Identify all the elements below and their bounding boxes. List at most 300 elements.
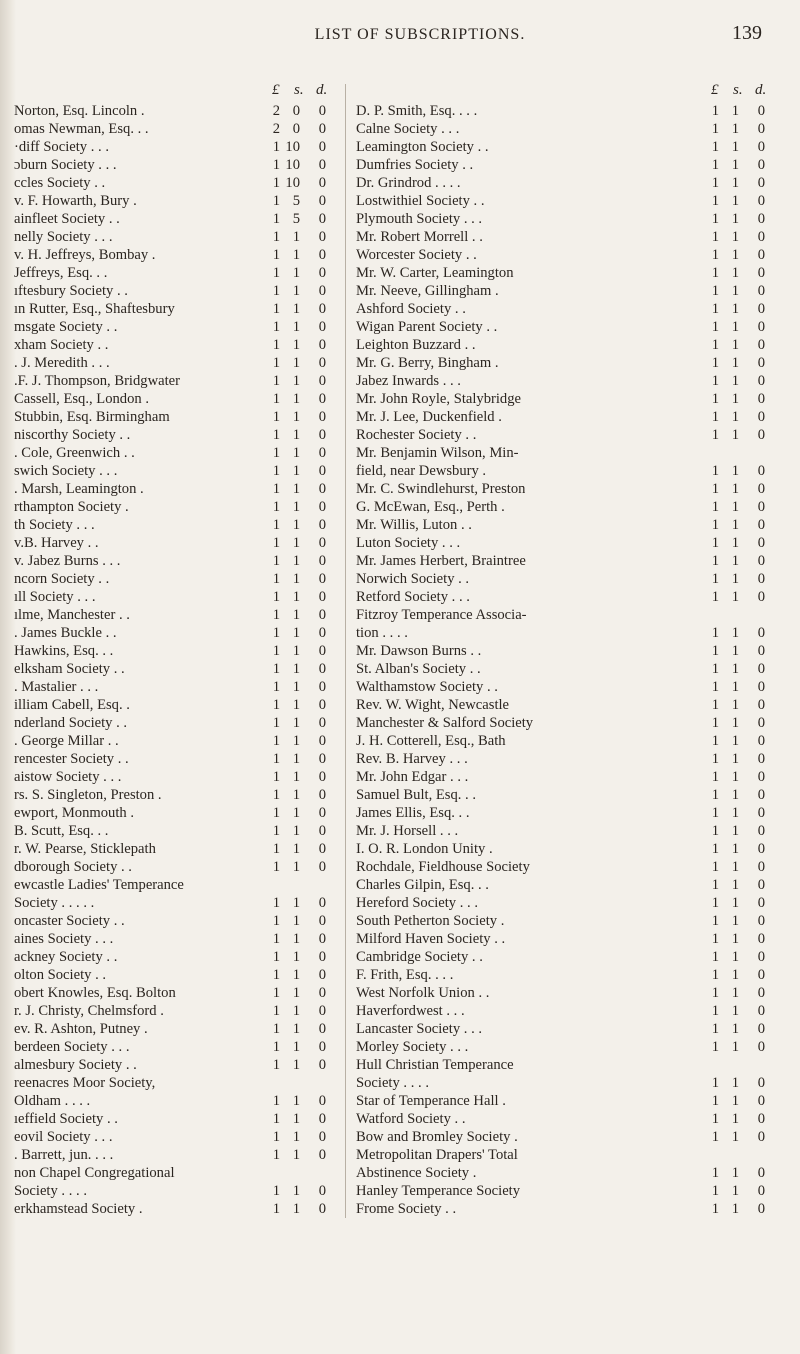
pounds-amount: 1 bbox=[272, 805, 280, 821]
subscriber-name: Hull Christian Temperance bbox=[356, 1057, 514, 1073]
subscriber-name: Worcester Society . . bbox=[356, 247, 477, 263]
subscription-entry bbox=[10, 822, 335, 840]
subscription-entry bbox=[346, 534, 771, 552]
pence-amount: 0 bbox=[757, 337, 765, 353]
subscription-entry bbox=[10, 498, 335, 516]
shillings-amount: 1 bbox=[292, 1183, 300, 1199]
pence-amount: 0 bbox=[757, 481, 765, 497]
subscription-entry bbox=[346, 1200, 771, 1218]
pounds-amount: 1 bbox=[272, 1111, 280, 1127]
pence-amount: 0 bbox=[757, 1165, 765, 1181]
subscription-entry bbox=[346, 966, 771, 984]
shillings-amount: 1 bbox=[731, 877, 739, 893]
subscriber-name: Mr. C. Swindlehurst, Preston bbox=[356, 481, 526, 497]
shillings-header: s. bbox=[294, 82, 304, 98]
pounds-amount: 1 bbox=[711, 1201, 719, 1217]
pounds-amount: 1 bbox=[711, 1075, 719, 1091]
shillings-amount: 1 bbox=[731, 211, 739, 227]
subscriber-name: ıftesbury Society . . bbox=[14, 283, 128, 299]
shillings-amount: 1 bbox=[731, 1201, 739, 1217]
pence-amount: 0 bbox=[757, 913, 765, 929]
subscriber-name: Mr. J. Horsell . . . bbox=[356, 823, 459, 839]
pence-amount: 0 bbox=[757, 1201, 765, 1217]
pence-amount: 0 bbox=[318, 733, 326, 749]
pence-amount: 0 bbox=[757, 193, 765, 209]
pounds-amount: 1 bbox=[272, 859, 280, 875]
pounds-amount: 1 bbox=[711, 157, 719, 173]
pence-amount: 0 bbox=[318, 1021, 326, 1037]
shillings-amount: 1 bbox=[731, 517, 739, 533]
subscriber-name: reenacres Moor Society, bbox=[14, 1075, 156, 1091]
pounds-amount: 1 bbox=[711, 103, 719, 119]
shillings-amount: 1 bbox=[731, 103, 739, 119]
pounds-amount: 1 bbox=[272, 823, 280, 839]
subscriber-name: Rochester Society . . bbox=[356, 427, 477, 443]
subscription-entry bbox=[346, 804, 771, 822]
pounds-amount: 1 bbox=[711, 949, 719, 965]
pounds-amount: 1 bbox=[711, 499, 719, 515]
pounds-amount: 1 bbox=[272, 247, 280, 263]
shillings-amount: 1 bbox=[731, 337, 739, 353]
shillings-amount: 1 bbox=[292, 445, 300, 461]
pounds-amount: 1 bbox=[711, 283, 719, 299]
subscription-entry bbox=[10, 1092, 335, 1110]
pounds-amount: 1 bbox=[711, 409, 719, 425]
pounds-amount: 1 bbox=[272, 733, 280, 749]
pounds-amount: 1 bbox=[711, 1003, 719, 1019]
pounds-amount: 1 bbox=[272, 355, 280, 371]
pounds-amount: 1 bbox=[711, 337, 719, 353]
pounds-amount: 1 bbox=[272, 481, 280, 497]
subscriber-name: Society . . . . bbox=[356, 1075, 429, 1091]
shillings-amount: 1 bbox=[292, 1039, 300, 1055]
shillings-amount: 1 bbox=[292, 1057, 300, 1073]
pence-amount: 0 bbox=[318, 301, 326, 317]
shillings-amount: 1 bbox=[731, 967, 739, 983]
subscriber-name: olton Society . . bbox=[14, 967, 107, 983]
shillings-amount: 1 bbox=[731, 1093, 739, 1109]
pounds-amount: 1 bbox=[272, 445, 280, 461]
shillings-amount: 1 bbox=[292, 373, 300, 389]
subscription-entry bbox=[10, 192, 335, 210]
subscriber-name: Society . . . . . bbox=[14, 895, 95, 911]
subscription-entry bbox=[346, 390, 771, 408]
subscriber-name: rs. S. Singleton, Preston . bbox=[14, 787, 162, 803]
pounds-amount: 1 bbox=[272, 643, 280, 659]
shillings-amount: 1 bbox=[731, 751, 739, 767]
pence-amount: 0 bbox=[757, 859, 765, 875]
pounds-amount: 1 bbox=[272, 1057, 280, 1073]
subscriber-name: Hanley Temperance Society bbox=[356, 1183, 521, 1199]
pence-amount: 0 bbox=[318, 121, 326, 137]
pence-amount: 0 bbox=[757, 355, 765, 371]
shillings-amount: 1 bbox=[292, 679, 300, 695]
pounds-amount: 1 bbox=[272, 373, 280, 389]
subscriber-name: Hawkins, Esq. . . bbox=[14, 643, 114, 659]
subscription-entry bbox=[10, 1200, 335, 1218]
shillings-amount: 1 bbox=[292, 607, 300, 623]
pounds-amount: 1 bbox=[272, 211, 280, 227]
pounds-amount: 1 bbox=[711, 751, 719, 767]
pence-amount: 0 bbox=[318, 517, 326, 533]
shillings-amount: 1 bbox=[731, 769, 739, 785]
subscription-entry bbox=[346, 786, 771, 804]
subscription-entry bbox=[10, 282, 335, 300]
subscription-entry bbox=[346, 696, 771, 714]
subscription-entry bbox=[10, 1128, 335, 1146]
subscription-entry bbox=[346, 282, 771, 300]
shillings-amount: 1 bbox=[731, 409, 739, 425]
subscription-entry bbox=[346, 768, 771, 786]
subscription-entry bbox=[346, 894, 771, 912]
subscriber-name: Jabez Inwards . . . bbox=[356, 373, 461, 389]
pounds-amount: 1 bbox=[272, 895, 280, 911]
pence-amount: 0 bbox=[318, 643, 326, 659]
shillings-amount: 1 bbox=[731, 139, 739, 155]
pounds-amount: 1 bbox=[711, 643, 719, 659]
shillings-amount: 1 bbox=[292, 463, 300, 479]
pence-amount: 0 bbox=[318, 355, 326, 371]
pounds-amount: 1 bbox=[711, 805, 719, 821]
subscriber-name: . Marsh, Leamington . bbox=[14, 481, 144, 497]
subscriber-name: Mr. John Edgar . . . bbox=[356, 769, 469, 785]
shillings-amount: 0 bbox=[292, 103, 300, 119]
subscription-entry bbox=[346, 228, 771, 246]
pence-amount: 0 bbox=[318, 175, 326, 191]
subscription-entry bbox=[346, 876, 771, 894]
pounds-amount: 1 bbox=[711, 895, 719, 911]
pounds-amount: 1 bbox=[272, 697, 280, 713]
shillings-amount: 1 bbox=[292, 301, 300, 317]
subscription-entry bbox=[346, 912, 771, 930]
pounds-amount: 1 bbox=[711, 769, 719, 785]
pence-amount: 0 bbox=[318, 1129, 326, 1145]
pence-amount: 0 bbox=[318, 679, 326, 695]
subscriber-name: aistow Society . . . bbox=[14, 769, 122, 785]
subscriber-name: msgate Society . . bbox=[14, 319, 118, 335]
pence-amount: 0 bbox=[757, 751, 765, 767]
pence-amount: 0 bbox=[757, 1093, 765, 1109]
subscription-entry bbox=[346, 714, 771, 732]
pounds-amount: 1 bbox=[711, 571, 719, 587]
pounds-amount: 1 bbox=[711, 913, 719, 929]
pence-amount: 0 bbox=[318, 211, 326, 227]
subscription-entry bbox=[10, 156, 335, 174]
subscriber-name: Retford Society . . . bbox=[356, 589, 470, 605]
shillings-amount: 1 bbox=[731, 463, 739, 479]
subscription-entry bbox=[10, 552, 335, 570]
subscriber-name: Samuel Bult, Esq. . . bbox=[356, 787, 476, 803]
shillings-amount: 1 bbox=[731, 931, 739, 947]
pounds-amount: 1 bbox=[711, 481, 719, 497]
pounds-amount: 1 bbox=[272, 1003, 280, 1019]
subscriber-name: Mr. James Herbert, Braintree bbox=[356, 553, 526, 569]
subscription-entry bbox=[10, 660, 335, 678]
subscription-entry bbox=[10, 624, 335, 642]
subscription-entry bbox=[346, 318, 771, 336]
pence-amount: 0 bbox=[757, 247, 765, 263]
subscription-entry bbox=[10, 1056, 335, 1074]
shillings-amount: 1 bbox=[292, 751, 300, 767]
shillings-amount: 1 bbox=[292, 643, 300, 659]
subscriber-name: B. Scutt, Esq. . . bbox=[14, 823, 109, 839]
subscription-entry bbox=[346, 516, 771, 534]
shillings-amount: 1 bbox=[292, 913, 300, 929]
subscription-entry bbox=[346, 408, 771, 426]
pence-amount: 0 bbox=[757, 409, 765, 425]
subscriber-name: Mr. Robert Morrell . . bbox=[356, 229, 483, 245]
subscription-entry bbox=[346, 120, 771, 138]
subscriber-name: elksham Society . . bbox=[14, 661, 125, 677]
subscriber-name: Leighton Buzzard . . bbox=[356, 337, 476, 353]
subscriber-name: ccles Society . . bbox=[14, 175, 106, 191]
subscription-entry bbox=[10, 408, 335, 426]
pence-header: d. bbox=[316, 82, 328, 98]
subscriber-name: Star of Temperance Hall . bbox=[356, 1093, 506, 1109]
pence-amount: 0 bbox=[318, 967, 326, 983]
subscriber-name: James Ellis, Esq. . . bbox=[356, 805, 470, 821]
subscriber-name: Dumfries Society . . bbox=[356, 157, 474, 173]
subscriber-name: nderland Society . . bbox=[14, 715, 128, 731]
subscriber-name: Society . . . . bbox=[14, 1183, 87, 1199]
shillings-amount: 1 bbox=[292, 1111, 300, 1127]
pence-amount: 0 bbox=[757, 301, 765, 317]
pence-amount: 0 bbox=[318, 985, 326, 1001]
pence-amount: 0 bbox=[318, 283, 326, 299]
pounds-amount: 1 bbox=[711, 823, 719, 839]
subscription-entry bbox=[346, 1074, 771, 1092]
subscription-entry bbox=[10, 300, 335, 318]
subscription-entry bbox=[346, 750, 771, 768]
subscription-entry bbox=[10, 372, 335, 390]
shillings-amount: 1 bbox=[731, 319, 739, 335]
subscriber-name: Leamington Society . . bbox=[356, 139, 489, 155]
subscription-entry bbox=[10, 354, 335, 372]
subscription-entry bbox=[346, 192, 771, 210]
subscription-entry bbox=[346, 1128, 771, 1146]
subscriber-name: Norwich Society . . bbox=[356, 571, 470, 587]
subscription-entry bbox=[346, 246, 771, 264]
subscriber-name: Rev. W. Wight, Newcastle bbox=[356, 697, 510, 713]
subscriber-name: West Norfolk Union . . bbox=[356, 985, 490, 1001]
subscription-entry bbox=[10, 678, 335, 696]
subscriber-name: Milford Haven Society . . bbox=[356, 931, 506, 947]
pence-amount: 0 bbox=[757, 175, 765, 191]
pence-amount: 0 bbox=[318, 247, 326, 263]
subscriber-name: Jeffreys, Esq. . . bbox=[14, 265, 108, 281]
subscription-entry bbox=[346, 174, 771, 192]
shillings-amount: 1 bbox=[731, 589, 739, 605]
subscriber-name: Oldham . . . . bbox=[14, 1093, 91, 1109]
shillings-amount: 1 bbox=[292, 967, 300, 983]
subscription-entry bbox=[346, 426, 771, 444]
pounds-amount: 1 bbox=[711, 661, 719, 677]
pounds-amount: 1 bbox=[272, 337, 280, 353]
subscriber-name: r. W. Pearse, Sticklepath bbox=[14, 841, 156, 857]
pounds-amount: 1 bbox=[272, 301, 280, 317]
subscription-entry bbox=[346, 1110, 771, 1128]
subscription-entry bbox=[346, 354, 771, 372]
pence-amount: 0 bbox=[757, 463, 765, 479]
pence-amount: 0 bbox=[318, 571, 326, 587]
subscription-entry bbox=[10, 606, 335, 624]
shillings-header: s. bbox=[733, 82, 743, 98]
subscription-entry bbox=[346, 642, 771, 660]
right-subscription-column bbox=[345, 84, 771, 1218]
subscriber-name: Mr. Neeve, Gillingham . bbox=[356, 283, 499, 299]
subscription-entry bbox=[346, 102, 771, 120]
shillings-amount: 1 bbox=[731, 1003, 739, 1019]
pounds-amount: 1 bbox=[272, 1093, 280, 1109]
subscriber-name: swich Society . . . bbox=[14, 463, 118, 479]
subscription-entry bbox=[346, 606, 771, 624]
pounds-amount: 1 bbox=[711, 301, 719, 317]
shillings-amount: 1 bbox=[292, 805, 300, 821]
subscriber-name: Abstinence Society . bbox=[356, 1165, 477, 1181]
subscription-entry bbox=[10, 1146, 335, 1164]
subscription-entry bbox=[10, 750, 335, 768]
pence-amount: 0 bbox=[757, 715, 765, 731]
subscription-entry bbox=[10, 912, 335, 930]
shillings-amount: 1 bbox=[292, 1003, 300, 1019]
pence-amount: 0 bbox=[318, 1147, 326, 1163]
shillings-amount: 1 bbox=[292, 247, 300, 263]
pounds-amount: 1 bbox=[711, 1183, 719, 1199]
subscriber-name: South Petherton Society . bbox=[356, 913, 505, 929]
pence-amount: 0 bbox=[318, 913, 326, 929]
pence-amount: 0 bbox=[318, 229, 326, 245]
shillings-amount: 1 bbox=[731, 1021, 739, 1037]
shillings-amount: 1 bbox=[731, 1039, 739, 1055]
subscriber-name: Luton Society . . . bbox=[356, 535, 461, 551]
subscriber-name: Ashford Society . . bbox=[356, 301, 466, 317]
subscriber-name: Mr. J. Lee, Duckenfield . bbox=[356, 409, 502, 425]
pence-amount: 0 bbox=[757, 139, 765, 155]
subscription-entry bbox=[10, 786, 335, 804]
pence-amount: 0 bbox=[757, 769, 765, 785]
subscription-entry bbox=[10, 228, 335, 246]
subscription-entry bbox=[10, 1074, 335, 1092]
pence-amount: 0 bbox=[757, 517, 765, 533]
pence-amount: 0 bbox=[757, 841, 765, 857]
pence-amount: 0 bbox=[318, 535, 326, 551]
pounds-amount: 1 bbox=[272, 229, 280, 245]
subscription-entry bbox=[346, 1182, 771, 1200]
pence-amount: 0 bbox=[318, 499, 326, 515]
shillings-amount: 1 bbox=[731, 499, 739, 515]
subscription-entry bbox=[346, 138, 771, 156]
subscriber-name: rthampton Society . bbox=[14, 499, 129, 515]
subscription-entry bbox=[10, 318, 335, 336]
subscription-entry bbox=[10, 966, 335, 984]
pence-amount: 0 bbox=[318, 805, 326, 821]
pence-amount: 0 bbox=[757, 625, 765, 641]
shillings-amount: 1 bbox=[292, 499, 300, 515]
subscriber-name: Mr. Willis, Luton . . bbox=[356, 517, 472, 533]
pounds-amount: 1 bbox=[272, 499, 280, 515]
subscriber-name: Lostwithiel Society . . bbox=[356, 193, 485, 209]
pounds-amount: 1 bbox=[272, 1147, 280, 1163]
pounds-amount: 2 bbox=[272, 103, 280, 119]
subscriber-name: rencester Society . . bbox=[14, 751, 129, 767]
subscriber-name: v.B. Harvey . . bbox=[14, 535, 99, 551]
subscription-entry bbox=[10, 264, 335, 282]
pounds-amount: 1 bbox=[272, 319, 280, 335]
subscriber-name: ɔburn Society . . . bbox=[14, 157, 117, 173]
subscription-entry bbox=[10, 138, 335, 156]
shillings-amount: 1 bbox=[292, 697, 300, 713]
pence-amount: 0 bbox=[318, 1201, 326, 1217]
shillings-amount: 1 bbox=[731, 121, 739, 137]
pence-amount: 0 bbox=[318, 841, 326, 857]
subscriber-name: Rochdale, Fieldhouse Society bbox=[356, 859, 530, 875]
subscriber-name: Manchester & Salford Society bbox=[356, 715, 534, 731]
subscription-entry bbox=[346, 444, 771, 462]
pounds-amount: 1 bbox=[711, 967, 719, 983]
pence-amount: 0 bbox=[318, 823, 326, 839]
subscriber-name: omas Newman, Esq. . . bbox=[14, 121, 149, 137]
pence-amount: 0 bbox=[757, 949, 765, 965]
shillings-amount: 1 bbox=[292, 391, 300, 407]
shillings-amount: 1 bbox=[731, 283, 739, 299]
currency-header-right bbox=[346, 84, 771, 102]
subscription-entry bbox=[10, 570, 335, 588]
pounds-amount: 1 bbox=[272, 535, 280, 551]
subscriber-name: nelly Society . . . bbox=[14, 229, 113, 245]
shillings-amount: 0 bbox=[292, 121, 300, 137]
pence-amount: 0 bbox=[318, 265, 326, 281]
subscription-entry bbox=[346, 678, 771, 696]
subscriber-name: Walthamstow Society . . bbox=[356, 679, 498, 695]
pounds-amount: 1 bbox=[711, 697, 719, 713]
pounds-amount: 1 bbox=[711, 139, 719, 155]
shillings-amount: 1 bbox=[731, 535, 739, 551]
subscriber-name: oncaster Society . . bbox=[14, 913, 125, 929]
pounds-amount: 1 bbox=[711, 121, 719, 137]
subscriber-name: aines Society . . . bbox=[14, 931, 114, 947]
shillings-amount: 10 bbox=[285, 175, 300, 191]
shillings-amount: 1 bbox=[292, 985, 300, 1001]
shillings-amount: 1 bbox=[292, 283, 300, 299]
pence-amount: 0 bbox=[757, 103, 765, 119]
subscription-entry bbox=[10, 426, 335, 444]
subscription-entry bbox=[346, 498, 771, 516]
pence-amount: 0 bbox=[757, 121, 765, 137]
pounds-amount: 1 bbox=[272, 607, 280, 623]
pence-amount: 0 bbox=[318, 553, 326, 569]
pence-amount: 0 bbox=[318, 193, 326, 209]
pounds-amount: 1 bbox=[711, 985, 719, 1001]
subscription-entry bbox=[10, 390, 335, 408]
shillings-amount: 1 bbox=[292, 823, 300, 839]
subscription-entry bbox=[346, 372, 771, 390]
pounds-amount: 1 bbox=[272, 175, 280, 191]
subscriber-name: Calne Society . . . bbox=[356, 121, 460, 137]
pence-amount: 0 bbox=[318, 139, 326, 155]
pounds-amount: 1 bbox=[711, 1093, 719, 1109]
subscriber-name: Wigan Parent Society . . bbox=[356, 319, 498, 335]
subscription-entry bbox=[346, 1038, 771, 1056]
subscriber-name: Watford Society . . bbox=[356, 1111, 466, 1127]
pounds-amount: 1 bbox=[711, 427, 719, 443]
pounds-amount: 1 bbox=[272, 985, 280, 1001]
subscription-entry bbox=[10, 174, 335, 192]
subscription-entry bbox=[10, 714, 335, 732]
subscriber-name: Cassell, Esq., London . bbox=[14, 391, 149, 407]
subscription-entry bbox=[346, 1020, 771, 1038]
pounds-header: £ bbox=[711, 82, 719, 98]
subscription-entry bbox=[346, 156, 771, 174]
